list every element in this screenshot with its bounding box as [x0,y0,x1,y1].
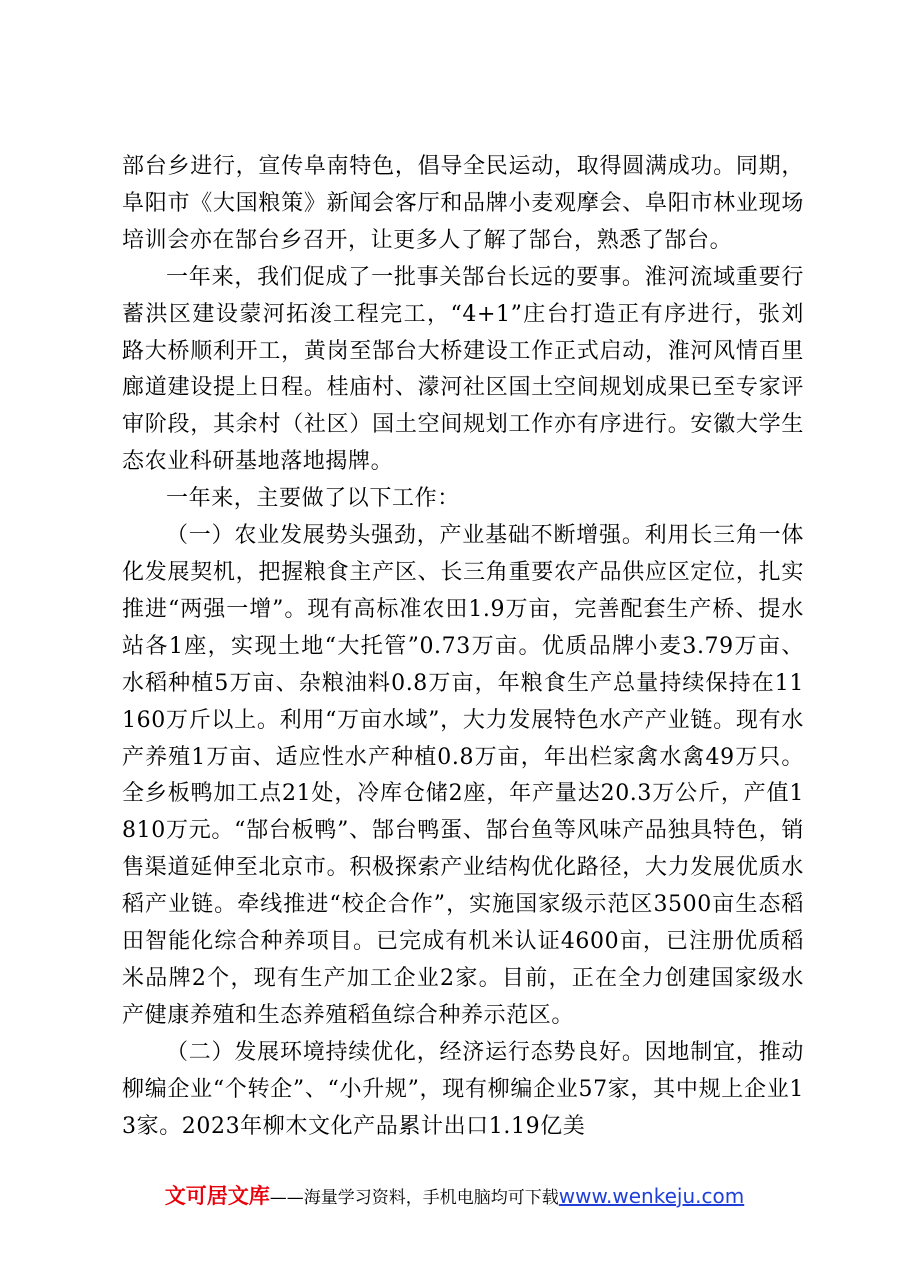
section-heading-1: （一）农业发展势头强劲，产业基础不断增强。 [166,523,645,549]
paragraph-5-text: 因地制宜，推动柳编企业“个转企”、“小升规”，现有柳编企业57家，其中规上企业13家。2023年柳木文化产品累计出口1.19亿美 [122,1039,804,1139]
section-heading-2: （二）发展环境持续优化，经济运行态势良好。 [166,1039,645,1065]
footer-banner [0,1183,909,1211]
footer-slogan: ——海量学习资料，手机电脑均可下载 [269,1188,559,1208]
paragraph-1 [122,149,804,260]
paragraph-2 [122,260,804,481]
paragraph-4 [122,518,804,1035]
document-body [122,149,804,1145]
paragraph-2-text: 一年来，我们促成了一批事关郜台长远的要事。淮河流域重要行蓄洪区建设蒙河拓浚工程完工，“4+1”庄台打造正有序进行，张刘路大桥顺利开工，黄岗至郜台大桥建设工作正式启动，淮河风情百里廊道建设提上日程。桂庙村、濛河社区国土空间规划成果已至专家评审阶段，其余村（社区）国土空间规划工作亦有序进行。安徽大学生态农业科研基地落地揭牌。 [122,264,804,475]
footer-brand: 文可居文库 [164,1184,270,1208]
paragraph-5 [122,1035,804,1146]
paragraph-4-text: 利用长三角一体化发展契机，把握粮食主产区、长三角重要农产品供应区定位，扎实推进“两强一增”。现有高标准农田1.9万亩，完善配套生产桥、提水站各1座，实现土地“大托管”0.73万亩。优质品牌小麦3.79万亩、水稻种植5万亩、杂粮油料0.8万亩，年粮食生产总量持续保持在11160万斤以上。利用“万亩水域”，大力发展特色水产产业链。现有水产养殖1万亩、适应性水产种植0.8万亩，年出栏家禽水禽49万只。全乡板鸭加工点21处，冷库仓储2座，年产量达20.3万公斤，产值1810万元。“郜台板鸭”、郜台鸭蛋、郜台鱼等风味产品独具特色，销售渠道延伸至北京市。积极探索产业结构优化路径，大力发展优质水稻产业链。牵线推进“校企合作”，实施国家级示范区3500亩生态稻田智能化综合种养项目。已完成有机米认证4600亩，已注册优质稻米品牌2个，现有生产加工企业2家。目前，正在全力创建国家级水产健康养殖和生态养殖稻鱼综合种养示范区。 [122,523,804,1028]
paragraph-3 [122,481,804,518]
footer-site-link[interactable]: www.wenkeju.com [558,1184,745,1208]
paragraph-3-text: 一年来，主要做了以下工作： [166,486,460,512]
paragraph-1-text: 部台乡进行，宣传阜南特色，倡导全民运动，取得圆满成功。同期，阜阳市《大国粮策》新闻会客厅和品牌小麦观摩会、阜阳市林业现场培训会亦在郜台乡召开，让更多人了解了郜台，熟悉了郜台。 [122,154,804,253]
